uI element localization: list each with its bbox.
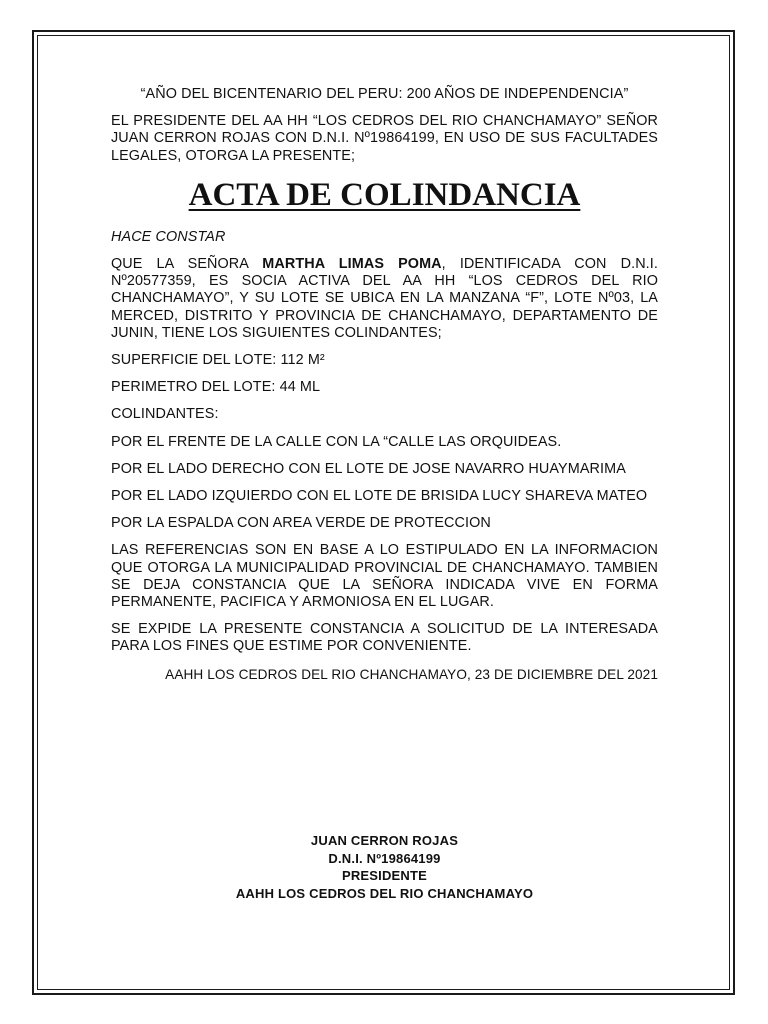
lot-area: SUPERFICIE DEL LOTE: 112 M² <box>111 352 325 369</box>
main-paragraph-prefix: QUE LA SEÑORA <box>111 256 263 273</box>
signatory-role: PRESIDENTE <box>341 868 428 883</box>
boundary-right: POR EL LADO DERECHO CON EL LOTE DE JOSE NAVARRO HUAYMARIMA <box>111 460 626 477</box>
place-and-date: AAHH LOS CEDROS DEL RIO CHANCHAMAYO, 23 DE DICIEMBRE DEL 2021 <box>165 666 658 682</box>
signature-block <box>111 832 658 902</box>
document-title: ACTA DE COLINDANCIA <box>188 176 581 213</box>
references-paragraph: LAS REFERENCIAS SON EN BASE A LO ESTIPULADO EN LA INFORMACION QUE OTORGA LA MUNICIPALIDAD PROVINCIAL DE CHANCHAMAYO. TAMBIEN SE DEJA CONSTANCIA QUE LA SEÑORA INDICADA VIVE EN FORMA PERMANENTE, PACIFICA Y ARMONIOSA EN EL LUGAR. <box>111 542 658 611</box>
document-body <box>111 86 658 683</box>
intro-paragraph: EL PRESIDENTE DEL AA HH “LOS CEDROS DEL RIO CHANCHAMAYO” SEÑOR JUAN CERRON ROJAS CON D.N.I. Nº19864199, EN USO DE SUS FACULTADES LEGALES, OTORGA LA PRESENTE; <box>111 113 658 164</box>
hace-constar-label: HACE CONSTAR <box>111 228 226 245</box>
boundary-back: POR LA ESPALDA CON AREA VERDE DE PROTECCION <box>111 515 491 532</box>
signatory-dni: D.N.I. Nº19864199 <box>328 850 441 866</box>
main-paragraph-suffix: , IDENTIFICADA CON D.N.I. Nº20577359, ES SOCIA ACTIVA DEL AA HH “LOS CEDROS DEL RIO CHANCHAMAYO”, Y SU LOTE SE UBICA EN LA MANZANA “F”, LOTE Nº03, LA MERCED, DISTRITO Y PROVINCIA DE CHANCHAMAYO, DEPARTAMENTO DE JUNIN, TIENE LOS SIGUIENTES COLINDANTES; <box>111 256 658 341</box>
signatory-name: JUAN CERRON ROJAS <box>310 833 459 848</box>
lot-perimeter: PERIMETRO DEL LOTE: 44 ML <box>111 379 321 396</box>
issue-paragraph: SE EXPIDE LA PRESENTE CONSTANCIA A SOLICITUD DE LA INTERESADA PARA LOS FINES QUE ESTIME POR CONVENIENTE. <box>111 621 658 655</box>
main-paragraph <box>111 256 658 342</box>
year-motto: “AÑO DEL BICENTENARIO DEL PERU: 200 AÑOS DE INDEPENDENCIA” <box>140 86 629 102</box>
boundary-front: POR EL FRENTE DE LA CALLE CON LA “CALLE LAS ORQUIDEAS. <box>111 433 562 450</box>
colindantes-heading: COLINDANTES: <box>111 406 219 423</box>
owner-name: MARTHA LIMAS POMA <box>262 256 442 273</box>
signatory-organization: AAHH LOS CEDROS DEL RIO CHANCHAMAYO <box>235 885 534 901</box>
boundary-left: POR EL LADO IZQUIERDO CON EL LOTE DE BRISIDA LUCY SHAREVA MATEO <box>111 488 648 505</box>
